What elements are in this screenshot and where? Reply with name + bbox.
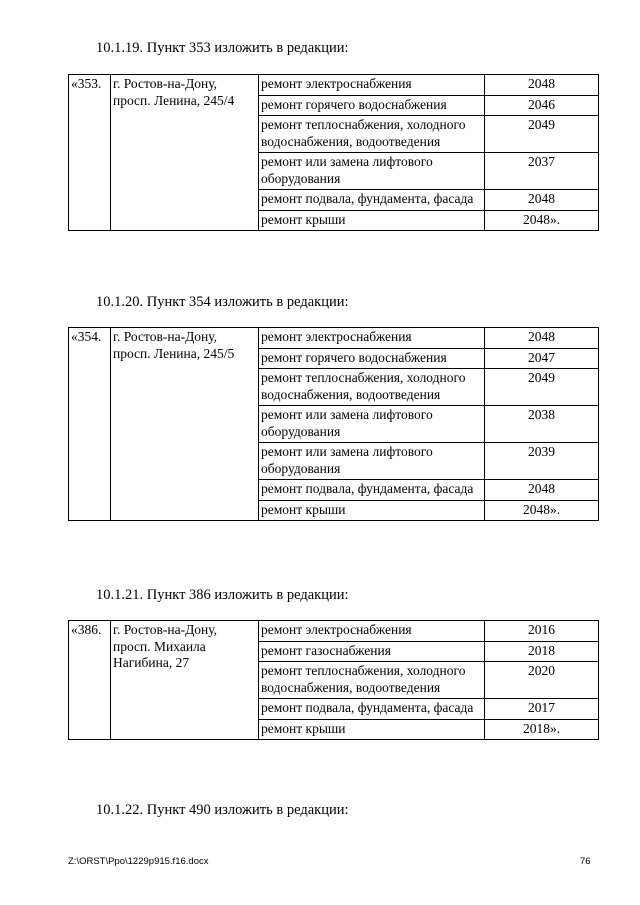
year-cell: 2048 — [485, 190, 599, 211]
document-path: Z:\ORST\Ppo\1229p915.f16.docx — [68, 856, 209, 867]
repair-schedule-table — [68, 620, 599, 740]
table-row — [69, 328, 599, 349]
section-heading: 10.1.21. Пункт 386 изложить в редакции: — [96, 587, 349, 603]
year-cell: 2048 — [485, 480, 599, 501]
item-number: «353. — [69, 75, 111, 231]
year-cell: 2018». — [485, 719, 599, 740]
year-cell: 2037 — [485, 153, 599, 190]
work-type-cell: ремонт электроснабжения — [259, 75, 485, 96]
address-cell: г. Ростов-на-Дону, просп. Ленина, 245/5 — [111, 328, 259, 521]
work-type-cell: ремонт подвала, фундамента, фасада — [259, 190, 485, 211]
work-type-cell: ремонт крыши — [259, 500, 485, 521]
year-cell: 2048 — [485, 75, 599, 96]
work-type-cell: ремонт горячего водоснабжения — [259, 95, 485, 116]
table-row — [69, 75, 599, 96]
year-cell: 2049 — [485, 369, 599, 406]
year-cell: 2020 — [485, 662, 599, 699]
year-cell: 2048». — [485, 210, 599, 231]
work-type-cell: ремонт теплоснабжения, холодного водоснабжения, водоотведения — [259, 116, 485, 153]
year-cell: 2018 — [485, 641, 599, 662]
item-number: «386. — [69, 621, 111, 740]
section-heading: 10.1.20. Пункт 354 изложить в редакции: — [96, 294, 349, 310]
work-type-cell: ремонт теплоснабжения, холодного водоснабжения, водоотведения — [259, 662, 485, 699]
address-cell: г. Ростов-на-Дону, просп. Михаила Нагибина, 27 — [111, 621, 259, 740]
work-type-cell: ремонт теплоснабжения, холодного водоснабжения, водоотведения — [259, 369, 485, 406]
work-type-cell: ремонт электроснабжения — [259, 328, 485, 349]
work-type-cell: ремонт крыши — [259, 210, 485, 231]
repair-schedule-table — [68, 327, 599, 521]
year-cell: 2038 — [485, 406, 599, 443]
address-cell: г. Ростов-на-Дону, просп. Ленина, 245/4 — [111, 75, 259, 231]
work-type-cell: ремонт газоснабжения — [259, 641, 485, 662]
table-row — [69, 621, 599, 642]
year-cell: 2048». — [485, 500, 599, 521]
page-number: 76 — [580, 856, 591, 867]
year-cell: 2046 — [485, 95, 599, 116]
year-cell: 2017 — [485, 699, 599, 720]
section-heading: 10.1.19. Пункт 353 изложить в редакции: — [96, 40, 349, 56]
work-type-cell: ремонт подвала, фундамента, фасада — [259, 480, 485, 501]
repair-schedule-table — [68, 74, 599, 231]
year-cell: 2047 — [485, 348, 599, 369]
work-type-cell: ремонт или замена лифтового оборудования — [259, 443, 485, 480]
year-cell: 2049 — [485, 116, 599, 153]
work-type-cell: ремонт горячего водоснабжения — [259, 348, 485, 369]
year-cell: 2048 — [485, 328, 599, 349]
work-type-cell: ремонт или замена лифтового оборудования — [259, 153, 485, 190]
year-cell: 2016 — [485, 621, 599, 642]
section-heading: 10.1.22. Пункт 490 изложить в редакции: — [96, 802, 349, 818]
work-type-cell: ремонт крыши — [259, 719, 485, 740]
item-number: «354. — [69, 328, 111, 521]
work-type-cell: ремонт или замена лифтового оборудования — [259, 406, 485, 443]
year-cell: 2039 — [485, 443, 599, 480]
work-type-cell: ремонт подвала, фундамента, фасада — [259, 699, 485, 720]
work-type-cell: ремонт электроснабжения — [259, 621, 485, 642]
